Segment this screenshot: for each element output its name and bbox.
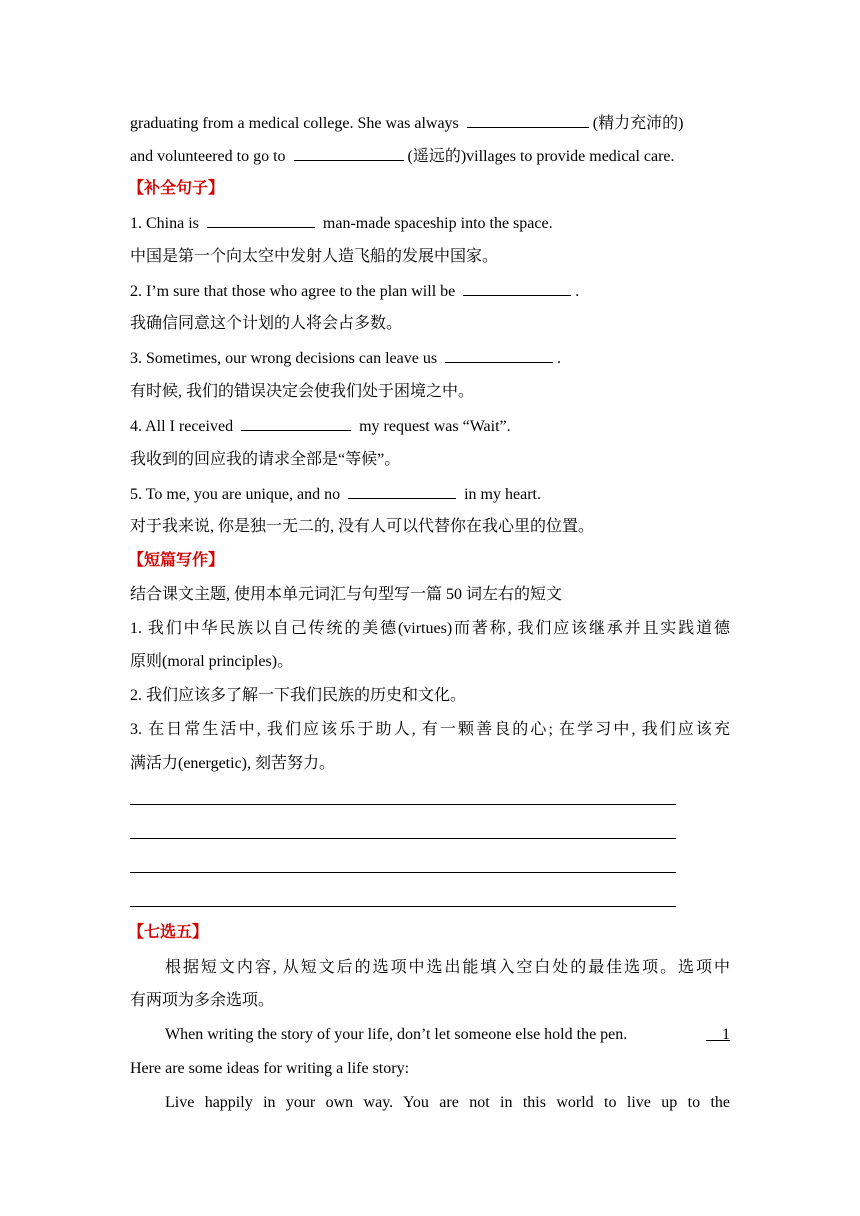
answer-blank[interactable]: [348, 483, 456, 499]
sentence-text: my request was “Wait”.: [359, 418, 511, 435]
passage-text: When writing the story of your life, don’t let someone else hold the pen.: [165, 1026, 628, 1043]
text-line: [130, 145, 730, 168]
writing-line[interactable]: [130, 804, 676, 805]
translation-1: 中国是第一个向太空中发射人造飞船的发展中国家。: [130, 248, 499, 265]
blank-number-1[interactable]: [706, 1024, 730, 1046]
writing-point-3: 3. 在日常生活中, 我们应该乐于助人, 有一颗善良的心; 在学习中, 我们应该充: [130, 721, 730, 738]
writing-point-3-cont: 满活力(energetic), 刻苦努力。: [130, 755, 335, 772]
answer-blank[interactable]: [467, 112, 589, 128]
sentence-text: 2. I’m sure that those who agree to the plan will be: [130, 283, 456, 300]
translation-5: 对于我来说, 你是独一无二的, 没有人可以代替你在我心里的位置。: [130, 518, 595, 535]
section-heading-seven-choose-five: 【七选五】: [128, 924, 209, 941]
passage-line: [165, 1024, 730, 1046]
section-heading-complete-sentences: 【补全句子】: [128, 180, 225, 197]
writing-point-2: 2. 我们应该多了解一下我们民族的历史和文化。: [130, 687, 467, 704]
exercise-item-3: [130, 347, 730, 370]
writing-line[interactable]: [130, 838, 676, 839]
seven-instruction: 根据短文内容, 从短文后的选项中选出能填入空白处的最佳选项。选项中: [165, 959, 730, 976]
answer-blank[interactable]: [241, 415, 351, 431]
sentence-text: 3. Sometimes, our wrong decisions can leave us: [130, 350, 438, 367]
hint-text: (精力充沛的): [592, 115, 684, 132]
translation-3: 有时候, 我们的错误决定会使我们处于困境之中。: [130, 383, 475, 400]
sentence-text: 1. China is: [130, 215, 199, 232]
writing-intro: 结合课文主题, 使用本单元词汇与句型写一篇 50 词左右的短文: [130, 586, 563, 603]
passage-line: Here are some ideas for writing a life story:: [130, 1060, 410, 1077]
sentence-text: (遥远的)villages to provide medical care.: [407, 148, 675, 165]
exercise-item-2: [130, 280, 730, 303]
sentence-text: man-made spaceship into the space.: [322, 215, 553, 232]
sentence-text: 5. To me, you are unique, and no: [130, 486, 341, 503]
answer-blank[interactable]: [294, 145, 404, 161]
text-line: [130, 112, 730, 135]
sentence-text: .: [575, 283, 580, 300]
sentence-text: .: [557, 350, 562, 367]
translation-4: 我收到的回应我的请求全部是“等候”。: [130, 451, 401, 468]
exercise-item-1: [130, 212, 730, 235]
answer-blank[interactable]: [207, 212, 315, 228]
exercise-item-5: [130, 483, 730, 506]
answer-blank[interactable]: [445, 347, 553, 363]
writing-line[interactable]: [130, 872, 676, 873]
writing-point-1-cont: 原则(moral principles)。: [130, 653, 294, 670]
section-heading-short-writing: 【短篇写作】: [128, 552, 225, 569]
sentence-text: in my heart.: [464, 486, 541, 503]
sentence-text: graduating from a medical college. She was always: [130, 115, 459, 132]
passage-line: Live happily in your own way. You are not in this world to live up to the: [165, 1094, 730, 1111]
sentence-text: 4. All I received: [130, 418, 234, 435]
writing-line[interactable]: [130, 906, 676, 907]
blank-number-text: 1: [722, 1026, 730, 1043]
exercise-item-4: [130, 415, 730, 438]
answer-blank[interactable]: [463, 280, 571, 296]
writing-point-1: 1. 我们中华民族以自己传统的美德(virtues)而著称, 我们应该继承并且实践道德: [130, 620, 730, 637]
sentence-text: and volunteered to go to: [130, 148, 286, 165]
seven-instruction-cont: 有两项为多余选项。: [130, 992, 275, 1009]
translation-2: 我确信同意这个计划的人将会占多数。: [130, 315, 403, 332]
